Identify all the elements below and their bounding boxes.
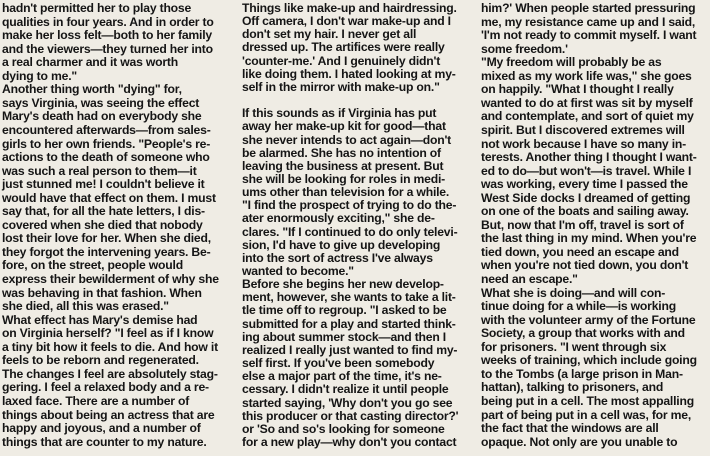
- text-line: 'I'm not ready to commit myself. I want: [481, 28, 697, 43]
- text-line: self in the mirror with make-up on.": [242, 79, 440, 94]
- text-line: would have that effect on them. I must: [2, 190, 216, 205]
- text-line: What effect has Mary's demise had: [2, 312, 198, 327]
- text-line: say that, for all the hate letters, I dis-: [2, 204, 205, 219]
- text-line: the last thing in my mind. When you're: [481, 231, 697, 246]
- text-line: ing about summer stock—and then I: [242, 329, 446, 344]
- text-line: away her make-up kit for good—that: [242, 119, 446, 134]
- text-line: into the sort of actress I've always: [242, 250, 433, 265]
- text-line: dressed up. The artifices were really: [242, 40, 445, 55]
- text-line: wanted to become.": [242, 264, 354, 278]
- text-line: submitted for a play and started think-: [242, 316, 456, 331]
- text-line: they forgot the intervening years. Be-: [2, 244, 211, 259]
- text-line: laxed face. There are a number of: [2, 393, 190, 408]
- text-line: started saying, 'Why don't you go see: [242, 395, 453, 410]
- text-line: girls to her own friends. "People's re-: [2, 136, 211, 151]
- text-line: lost their love for her. When she died,: [2, 231, 211, 246]
- text-line: things about being an actress that are: [2, 407, 215, 422]
- text-line: If this sounds as if Virginia has put: [242, 106, 437, 121]
- text-line: she never intends to act again—don't: [242, 132, 452, 147]
- text-line: self first. If you've been somebody: [242, 356, 435, 371]
- text-line: to the Tombs (a large prison in Man-: [481, 366, 683, 381]
- text-line: ment, however, she wants to take a lit-: [242, 290, 456, 305]
- text-line: on happily. "What I thought I really: [481, 82, 674, 97]
- text-line: ater enormously exciting," she de-: [242, 211, 435, 226]
- text-line: him?' When people started pressuring: [481, 1, 696, 15]
- text-line: encountered afterwards—from sales-: [2, 122, 211, 137]
- text-line: for a new play—why don't you contact: [242, 434, 457, 449]
- text-line: the fact that the windows are all: [481, 421, 659, 436]
- text-line: ed to do—but won't—is travel. While I: [481, 163, 692, 178]
- text-line: dying to me.": [2, 68, 77, 83]
- text-line: for prisoners. "I went through six: [481, 339, 667, 354]
- text-line: being put in a cell. The most appalling: [481, 393, 694, 408]
- text-line: covered when she died that nobody: [2, 217, 203, 232]
- text-line: was behaving in that fashion. When: [2, 285, 202, 300]
- text-line: gering. I feel a relaxed body and a re-: [2, 380, 209, 395]
- text-line: a tiny bit how it feels to die. And how it: [2, 339, 218, 354]
- text-line: Off camera, I don't war make-up and I: [242, 14, 451, 29]
- text-line: some freedom.': [481, 41, 568, 56]
- text-line: was such a real person to them—it: [2, 163, 197, 178]
- text-line: Things like make-up and hairdressing.: [242, 1, 457, 15]
- text-line: hadn't permitted her to play those: [2, 1, 192, 15]
- text-line: weeks of training, which include going: [481, 353, 697, 368]
- text-line: Before she begins her new develop-: [242, 277, 444, 292]
- text-line: But, now that I'm off, travel is sort of: [481, 217, 684, 232]
- text-line: need an escape.": [481, 272, 578, 286]
- text-line: and contemplate, and sort of quiet my: [481, 109, 694, 124]
- text-line: realized I really just wanted to find my-: [242, 342, 458, 357]
- text-line: not work because I have so many in-: [481, 136, 686, 151]
- text-line: me, my resistance came up and I said,: [481, 14, 696, 29]
- text-line: "My freedom will probably be as: [481, 55, 662, 70]
- text-line: with the volunteer army of the Fortune: [481, 312, 696, 327]
- text-line: West Side docks I dreamed of getting: [481, 190, 691, 205]
- text-line: this producer or that casting director?': [242, 408, 459, 423]
- text-line: qualities in four years. And in order to: [2, 14, 214, 29]
- text-line: and the viewers—they turned her into: [2, 41, 213, 56]
- text-line: like doing them. I hated looking at my-: [242, 66, 456, 81]
- text-line: actions to the death of someone who: [2, 150, 210, 165]
- text-line: clares. "If I continued to do only televi-: [242, 224, 458, 239]
- text-line: a real charmer and it was worth: [2, 55, 178, 70]
- text-line: else a major part of the time, it's ne-: [242, 369, 442, 384]
- text-line: when you're not tied down, you don't: [481, 258, 689, 273]
- text-line: feels to be reborn and regenerated.: [2, 353, 199, 368]
- text-line: mixed as my work life was," she goes: [481, 68, 692, 83]
- text-line: terests. Another thing I thought I want-: [481, 150, 697, 165]
- text-line: What she is doing—and will con-: [481, 285, 666, 300]
- text-line: make her loss felt—both to her family: [2, 28, 212, 43]
- text-line: Another thing worth "dying" for,: [2, 82, 182, 97]
- text-line: says Virginia, was seeing the effect: [2, 95, 200, 110]
- text-line: 'counter-me.' And I genuinely didn't: [242, 53, 441, 68]
- text-line: or 'So and so's looking for someone: [242, 421, 445, 436]
- text-line: just stunned me! I couldn't believe it: [2, 177, 205, 192]
- text-line: she died, all this was erased.": [2, 299, 169, 314]
- text-line: part of being put in a cell was, for me,: [481, 407, 692, 422]
- text-line: she will be looking for roles in medi-: [242, 171, 446, 186]
- text-line: express their bewilderment of why she: [2, 272, 219, 286]
- text-line: don't set my hair. I never get all: [242, 27, 417, 42]
- text-line: Mary's death had on everybody she: [2, 109, 202, 124]
- text-line: ums other than television for a while.: [242, 185, 450, 200]
- text-line: be alarmed. She has no intention of: [242, 145, 441, 160]
- text-line: hattan), talking to prisoners, and: [481, 380, 664, 395]
- text-line: things that are counter to my nature.: [2, 434, 207, 449]
- text-line: fore, on the street, people would: [2, 258, 183, 273]
- text-line: tied down, you need an escape and: [481, 244, 679, 259]
- text-line: tinue doing for a while—is working: [481, 299, 676, 314]
- text-line: opaque. Not only are you unable to: [481, 434, 678, 449]
- text-line: sion, I'd have to give up developing: [242, 237, 441, 252]
- text-line: leaving the business at present. But: [242, 158, 444, 173]
- text-line: tle time off to regroup. "I asked to be: [242, 303, 447, 318]
- text-line: happy and joyous, and a number of: [2, 421, 201, 436]
- text-line: The changes I feel are absolutely stag-: [2, 366, 218, 381]
- text-line: spirit. But I discovered extremes will: [481, 122, 685, 137]
- text-line: Society, a group that works with and: [481, 326, 685, 341]
- text-line: wanted to do at first was sit by myself: [481, 95, 693, 110]
- text-line: on Virginia herself? "I feel as if I know: [2, 326, 214, 341]
- text-line: cessary. I didn't realize it until people: [242, 382, 449, 397]
- text-line: on one of the boats and sailing away.: [481, 204, 689, 219]
- text-line: was working, every time I passed the: [481, 177, 688, 192]
- text-line: "I find the prospect of trying to do the-: [242, 198, 457, 213]
